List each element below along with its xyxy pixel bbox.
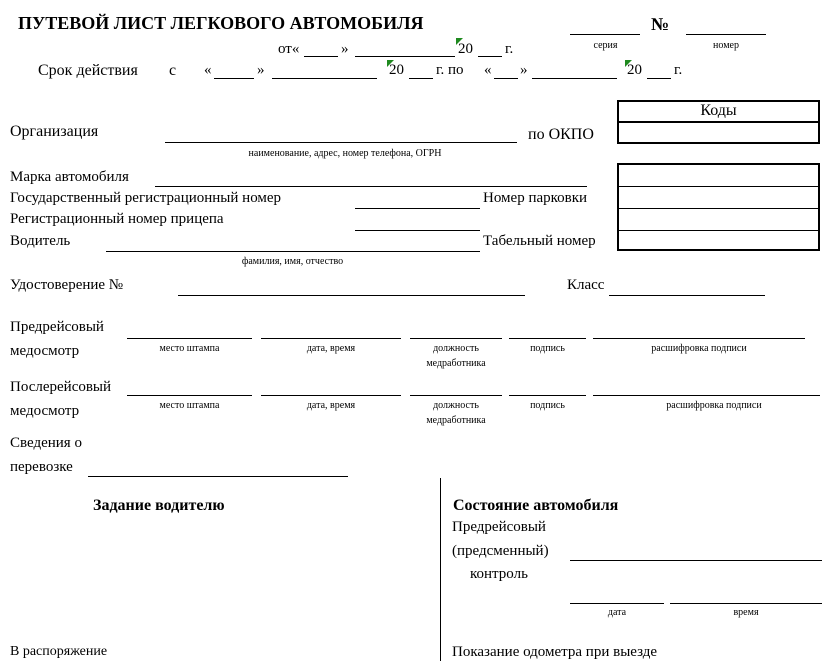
vehicle-state-title: Состояние автомобиля bbox=[453, 497, 619, 514]
pre-trip-stamp-hint: место штампа bbox=[159, 343, 220, 354]
issue-day-field[interactable] bbox=[304, 56, 338, 57]
vehicle-control-label: контроль bbox=[470, 566, 528, 582]
validity-to-month-field[interactable] bbox=[532, 78, 617, 79]
year-prefix: 20 bbox=[458, 41, 473, 57]
issue-year-field[interactable] bbox=[478, 56, 502, 57]
validity-from-year-field[interactable] bbox=[409, 78, 433, 79]
parking-number-label: Номер парковки bbox=[483, 190, 588, 206]
disposal-label: В распоряжение bbox=[10, 644, 108, 659]
car-brand-code-divider bbox=[617, 186, 820, 187]
post-trip-med-label-2: медосмотр bbox=[10, 403, 80, 419]
validity-quote-open: « bbox=[204, 62, 212, 78]
trailer-number-field[interactable] bbox=[355, 230, 480, 231]
vehicle-pre-trip-label: Предрейсовый bbox=[452, 519, 546, 535]
date-quote-close: » bbox=[341, 41, 349, 57]
post-trip-signature-hint: подпись bbox=[530, 400, 565, 411]
post-trip-decode-hint: расшифровка подписи bbox=[666, 400, 762, 411]
trailer-code-divider bbox=[617, 230, 820, 231]
post-trip-datetime-field[interactable] bbox=[261, 395, 401, 396]
pre-trip-decode-field[interactable] bbox=[593, 338, 805, 339]
validity-from-month-field[interactable] bbox=[272, 78, 377, 79]
pre-trip-med-label-1: Предрейсовый bbox=[10, 319, 104, 335]
number-field[interactable] bbox=[686, 34, 766, 35]
form-title: ПУТЕВОЙ ЛИСТ ЛЕГКОВОГО АВТОМОБИЛЯ bbox=[18, 13, 424, 33]
transport-info-label-2: перевозке bbox=[10, 459, 73, 475]
license-field[interactable] bbox=[178, 295, 525, 296]
parking-code-divider bbox=[617, 208, 820, 209]
driver-hint: фамилия, имя, отчество bbox=[241, 256, 344, 267]
transport-info-label-1: Сведения о bbox=[10, 435, 82, 451]
number-sign: № bbox=[651, 14, 670, 34]
organization-field[interactable] bbox=[165, 142, 517, 143]
vehicle-control-time-field[interactable] bbox=[670, 603, 822, 604]
validity-to-year-suffix: г. bbox=[674, 62, 683, 78]
reg-number-label: Государственный регистрационный номер bbox=[10, 190, 282, 206]
odometer-label: Показание одометра при выезде bbox=[452, 644, 658, 660]
date-from-label: от« bbox=[278, 41, 300, 57]
class-label: Класс bbox=[567, 277, 605, 293]
car-brand-field[interactable] bbox=[155, 186, 587, 187]
post-trip-stamp-field[interactable] bbox=[127, 395, 252, 396]
number-label: номер bbox=[713, 40, 739, 51]
organization-hint: наименование, адрес, номер телефона, ОГРН bbox=[248, 148, 442, 159]
validity-from-label: с bbox=[169, 62, 177, 79]
validity-to-year-prefix: 20 bbox=[627, 62, 642, 78]
organization-label: Организация bbox=[10, 123, 99, 140]
validity-quote-close: » bbox=[257, 62, 265, 78]
post-trip-signature-field[interactable] bbox=[509, 395, 586, 396]
pre-trip-signature-field[interactable] bbox=[509, 338, 586, 339]
driver-field[interactable] bbox=[106, 251, 480, 252]
series-label: серия bbox=[593, 40, 618, 51]
validity-to-quote-open: « bbox=[484, 62, 492, 78]
validity-from-day-field[interactable] bbox=[214, 78, 254, 79]
vehicle-time-hint: время bbox=[733, 607, 759, 618]
codes-lower-block bbox=[617, 163, 820, 251]
transport-info-field[interactable] bbox=[88, 476, 348, 477]
post-trip-position-hint: должность bbox=[433, 400, 479, 411]
vehicle-pre-shift-label: (предсменный) bbox=[452, 543, 549, 559]
pre-trip-datetime-field[interactable] bbox=[261, 338, 401, 339]
pre-trip-stamp-field[interactable] bbox=[127, 338, 252, 339]
series-field[interactable] bbox=[570, 34, 640, 35]
pre-trip-signature-hint: подпись bbox=[530, 343, 565, 354]
pre-trip-decode-hint: расшифровка подписи bbox=[651, 343, 747, 354]
codes-header-cell bbox=[617, 100, 820, 122]
license-label: Удостоверение № bbox=[10, 277, 124, 293]
codes-header: Коды bbox=[700, 102, 737, 119]
okpo-code-cell[interactable] bbox=[617, 121, 820, 144]
validity-to-day-field[interactable] bbox=[494, 78, 518, 79]
personnel-number-label: Табельный номер bbox=[483, 233, 596, 249]
validity-year-prefix: 20 bbox=[389, 62, 404, 78]
post-trip-decode-field[interactable] bbox=[593, 395, 820, 396]
driver-task-title: Задание водителю bbox=[93, 497, 225, 514]
post-trip-position-field[interactable] bbox=[410, 395, 502, 396]
okpo-label: по ОКПО bbox=[528, 126, 594, 143]
year-suffix: г. bbox=[505, 41, 514, 57]
vehicle-control-field[interactable] bbox=[570, 560, 822, 561]
trailer-number-label: Регистрационный номер прицепа bbox=[10, 211, 224, 227]
validity-to-year-field[interactable] bbox=[647, 78, 671, 79]
pre-trip-datetime-hint: дата, время bbox=[306, 343, 356, 354]
issue-month-field[interactable] bbox=[355, 56, 455, 57]
validity-to-quote-close: » bbox=[520, 62, 528, 78]
vehicle-date-hint: дата bbox=[607, 607, 627, 618]
vehicle-control-date-field[interactable] bbox=[570, 603, 664, 604]
post-trip-medic-hint: медработника bbox=[426, 415, 486, 426]
pre-trip-med-label-2: медосмотр bbox=[10, 343, 80, 359]
post-trip-datetime-hint: дата, время bbox=[306, 400, 356, 411]
driver-label: Водитель bbox=[10, 233, 71, 249]
reg-number-field[interactable] bbox=[355, 208, 480, 209]
car-brand-label: Марка автомобиля bbox=[10, 169, 129, 185]
post-trip-stamp-hint: место штампа bbox=[159, 400, 220, 411]
pre-trip-position-field[interactable] bbox=[410, 338, 502, 339]
pre-trip-medic-hint: медработника bbox=[426, 358, 486, 369]
pre-trip-position-hint: должность bbox=[433, 343, 479, 354]
class-field[interactable] bbox=[609, 295, 765, 296]
column-divider bbox=[440, 478, 441, 661]
validity-label: Срок действия bbox=[38, 62, 138, 79]
post-trip-med-label-1: Послерейсовый bbox=[10, 379, 112, 395]
validity-year-suffix-to: г. по bbox=[436, 62, 464, 78]
